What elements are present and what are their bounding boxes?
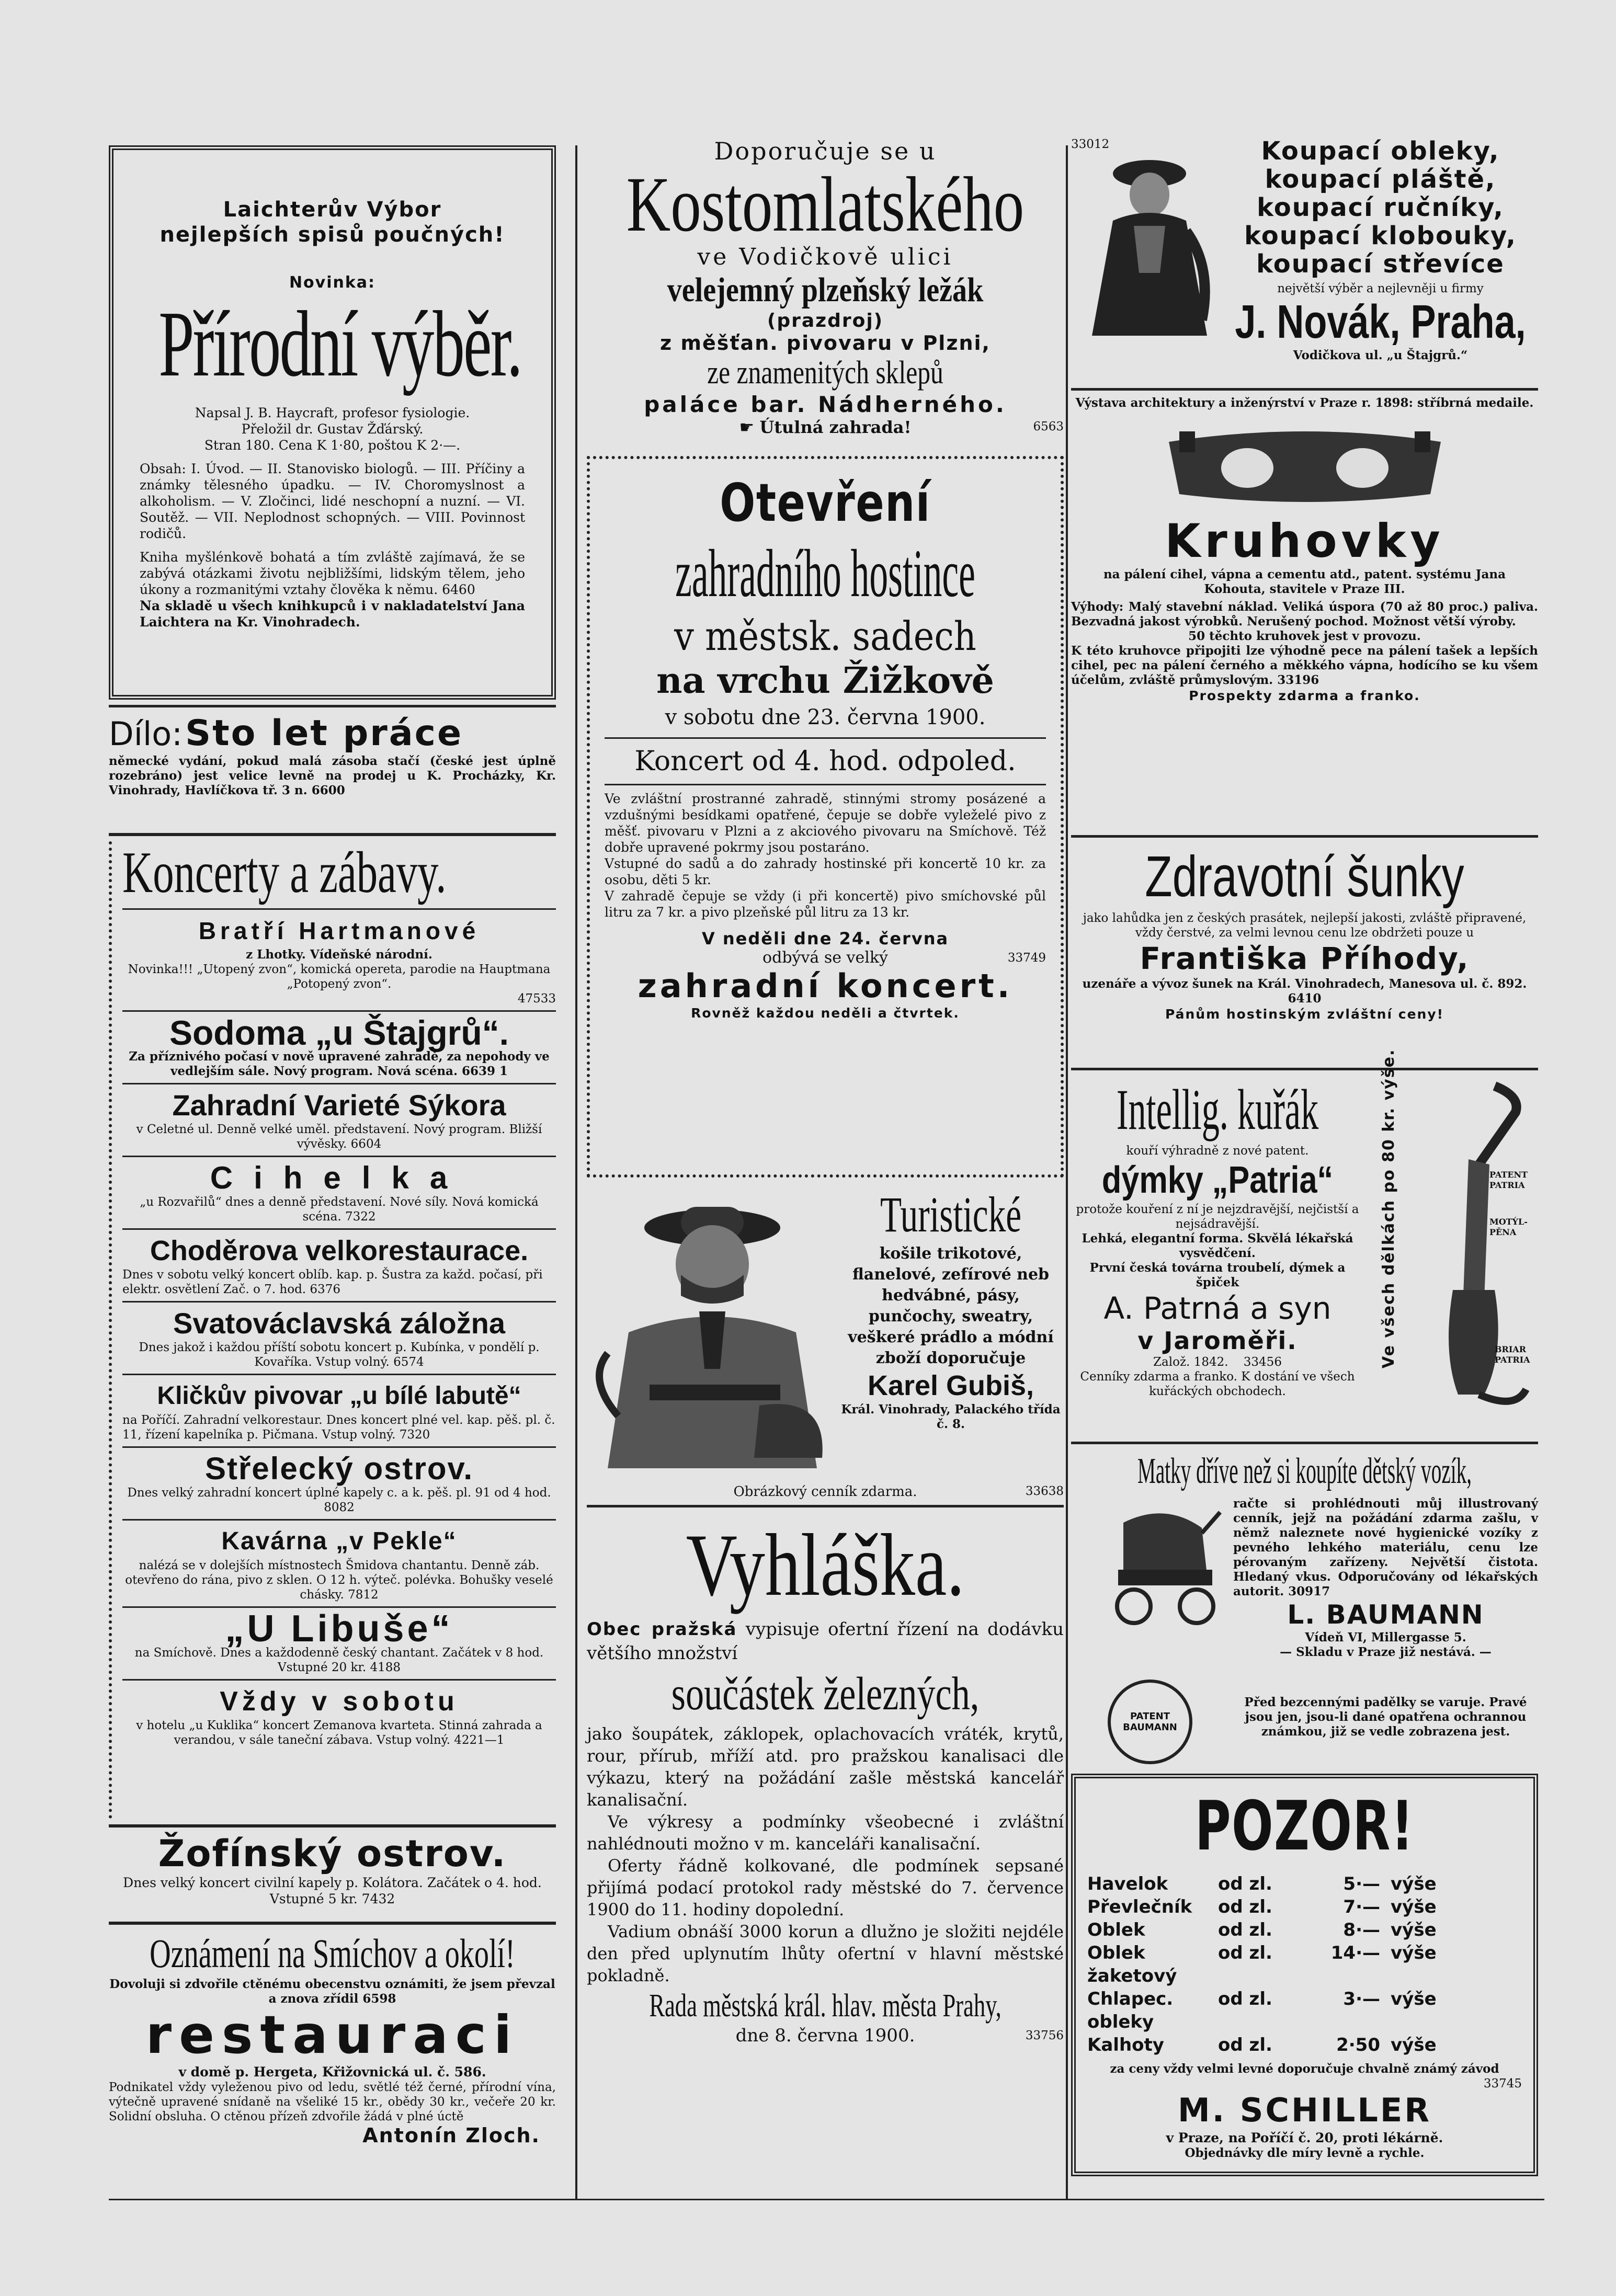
kohout-body2: 50 těchto kruhovek jest v provozu. [1188,629,1421,643]
gubis-body: košile trikotové, flanelové, zefírové neb hedvábné, pásy, punčochy, sweatry, veškeré prádlo a módní zboží doporučuje [848,1244,1054,1367]
kohout-header: Výstava architektury a inženýrství v Praze r. 1898: stříbrná medaile. [1075,396,1534,410]
kohout-body: Výhody: Malý stavební náklad. Veliká úspora (70 až 80 proc.) paliva. Bezvadná jakost výrobků. Nerušený pochod. Možnost větší výroby. [1071,600,1538,629]
schiller-address: v Praze, na Poříčí č. 20, proti lékárně. [1166,2130,1443,2145]
sto-let-prefix: Dílo: [109,715,183,753]
patrna-footer: Cenníky zdarma a franko. K dostání ve všech kuřáckých obchodech. [1080,1370,1355,1398]
koncert-entry-title: Zahradní Varieté Sýkora [172,1089,506,1122]
zizkov-koncert: Koncert od 4. hod. odpoled. [634,746,1016,777]
kostomlat-line5: z měšťan. pivovaru v Plzni, [660,332,991,355]
kohout-footer: Prospekty zdarma a franko. [1189,688,1420,703]
price-value: 2·50 [1336,2035,1380,2055]
koncert-entry-body [122,1267,556,1297]
koncert-entry-title: Cihelka [210,1160,469,1195]
patrna-body3: Lehká, elegantní forma. Skvělá lékařská vysvědčení. [1082,1231,1353,1260]
zizkov-title2: zahradního hostince [675,536,975,611]
divider [122,1301,556,1303]
koncert-entry-ref: 6574 [393,1355,424,1369]
koncert-entry [122,1452,556,1515]
koncert-entry-body-text: „u Rozvařilů“ dnes a denně představení. Nové síly. Nová komická scéna. [140,1195,539,1224]
vyhlaska-p5: Vadium obnáší 3000 korun a dlužno je složiti nejdéle den před uplynutím lhůty ofertní v hlavní městské pokladně. [587,1922,1064,1985]
kostomlat-ad [587,137,1064,451]
novak-ref: 33012 [1071,138,1110,151]
gubis-cennik-row [587,1484,1064,1500]
koncert-entry [122,1234,556,1297]
koncert-entry-title: Bratří Hartmanové [198,917,480,944]
sto-let-title-line [109,713,556,754]
divider [122,1374,556,1375]
koncert-entry-title: Kavárna „v Pekle“ [221,1527,457,1555]
pram-illustration [1108,1502,1223,1627]
koncert-entry [122,1685,556,1747]
sto-let-title: Sto let práce [185,713,463,754]
price-item: Kalhoty [1087,2035,1164,2055]
divider [109,1922,556,1925]
schiller-ref: 33745 [1483,2077,1522,2091]
divider [122,1228,556,1230]
column-1 [109,145,556,2171]
schiller-ad [1071,1774,1538,2176]
zizkov-body3: V zahradě čepuje se vždy (i při koncertě) pivo smíchovské půl litru za 7 kr. a pivo plzeňské půl litru za 13 kr. [605,888,1046,920]
koncert-entry-body-text: Dnes jakož i každou příští sobotu koncert p. Kubínka, v pondělí p. Kovaříka. Vstup volný. [139,1341,540,1369]
sto-let-ref: 6600 [311,783,345,797]
koncert-entry-body-text: Dnes v sobotu velký koncert oblíb. kap. p. Šustra za každ. počasí, při elektr. osvětlení Zač. o 7. hod. [122,1268,543,1296]
laichter-price: Stran 180. Cena K 1·80, poštou K 2·—. [204,438,461,453]
zloch-title: Oznámení na Smíchov a okolí! [150,1931,515,1976]
pipe-label-motyl: MOTÝL-PĚNA [1489,1217,1528,1237]
koncert-entry [122,1161,556,1224]
price-value: 14·— [1330,1943,1380,1963]
price-value: 7·— [1343,1897,1380,1917]
koncert-entry-body-text: na Poříčí. Zahradní velkorestaur. Dnes koncert plné vel. kap. pěš. pl. č. 11, řízení kapelníka p. Pičmana. Vstup volný. [122,1413,555,1442]
price-value: 3·— [1343,1989,1380,2009]
price-item: Převlečník [1087,1897,1192,1917]
koncert-entry-title: Sodoma „u Štajgrů“. [169,1013,509,1052]
koncert-entry-body-text: v Celetné ul. Denně velké uměl. představení. Nový program. Bližší vývěsky. [136,1123,542,1151]
patrna-founded-row [1071,1355,1364,1369]
zloch-ref: 6598 [362,1992,396,2006]
divider [1071,1068,1538,1070]
price-vyse: výše [1391,1989,1437,2009]
koncert-entry-ref: 6639 1 [461,1064,508,1078]
novak-line: koupací klobouky, [1244,221,1517,250]
price-vyse: výše [1391,2035,1437,2055]
price-od: od zl. [1218,1874,1272,1894]
zloch-ad [109,1930,556,2171]
laichter-translator: Přeložil dr. Gustav Žďárský. [241,421,424,437]
vyhlaska-p1 [587,1617,1064,1665]
koncert-entry-body [122,1413,556,1442]
koncert-entry-body [122,1195,556,1224]
vyhlaska-p2: jako šoupátek, záklopek, oplachovacích vráték, krytů, rour, přírub, mříží atd. pro pražskou kanalisaci dle výkazu, který na požádání zašle městská kancelář kanalisační. [587,1724,1064,1810]
sto-let-body [109,754,556,798]
price-row [1087,1941,1522,1987]
divider [122,1519,556,1521]
koncert-entry-body [122,1718,556,1747]
koncert-entry-ref: 47533 [517,992,556,1006]
zizkov-sunday2: odbývá se velký [763,949,888,967]
baumann-sklad: — Skladu v Praze již nestává. — [1280,1645,1492,1659]
sunky-address [1071,977,1538,1006]
laichter-title: Přírodní výběr. [158,292,521,396]
baumann-title: Matky dříve než si koupíte dětský vozík, [1137,1451,1472,1491]
sunky-footer: Pánům hostinským zvláštní ceny! [1165,1007,1444,1022]
koncert-entry-title: Vždy v sobotu [220,1686,459,1717]
kohout-ad [1071,396,1538,830]
price-od: od zl. [1218,1897,1272,1917]
zofin-body-text: Dnes velký koncert civilní kapely p. Kolátora. Začátek o 4. hod. Vstupné 5 kr. [123,1875,542,1906]
price-row [1087,1987,1522,2034]
patrna-founded: Založ. 1842. [1153,1355,1228,1369]
vyhlaska-p1a: Obec pražská [587,1619,737,1640]
gubis-ad [587,1186,1064,1500]
divider [122,1446,556,1448]
patrna-title: Intellig. kuřák [1116,1078,1319,1141]
price-item: Oblek žaketový [1087,1943,1177,1986]
price-od: od zl. [1218,1943,1272,1963]
price-item: Chlapec. obleky [1087,1989,1174,2032]
koncert-entry-body-text: nalézá se v dolejších místnostech Šmidova chantantu. Denně záb. otevřeno do rána, pivo z sklen. O 12 h. výteč. polévka. Bohušky veselé chásky. [125,1559,553,1602]
page-bottom-rule [109,2199,1544,2200]
price-row [1087,1872,1522,1895]
koncert-entry-title: Kličkův pivovar „u bílé labutě“ [157,1382,521,1410]
koncert-entry-ref: 6604 [350,1137,382,1151]
kiln-illustration [1158,421,1451,505]
patrna-body4: První česká továrna troubelí, dýmek a špiček [1089,1261,1346,1289]
baumann-address: Vídeň VI, Millergasse 5. [1305,1630,1466,1644]
baumann-stamp [1108,1680,1192,1764]
novak-address: Vodičkova ul. „u Štajgrů.“ [1293,348,1468,362]
schiller-footer: Objednávky dle míry levně a rychle. [1185,2146,1425,2160]
laichter-body-text: Kniha myšlénkově bohatá a tím zvláště zajímavá, že se zabývá otázkami životu nejbližšími, lidským tělem, jeho úkony a rozmanitými vztahy člověka k němu. [140,550,525,597]
price-row [1087,1895,1522,1918]
koncert-entry-ref: 6376 [310,1283,340,1296]
vyhlaska-p3: Ve výkresy a podmínky všeobecné i zvláštní nahlédnouti možno v m. kanceláři kanalisační. [587,1812,1064,1854]
koncert-entry-ref: 4188 [370,1661,401,1674]
koncert-entry-body [122,1646,556,1675]
sunky-ref: 6410 [1288,991,1322,1006]
koncerty-section [109,841,556,1819]
gubis-illustration [587,1196,833,1468]
zofin-ref: 7432 [361,1891,395,1906]
koncert-entry-sub: z Lhotky. Vídeňské národní. [246,947,433,962]
laichter-footer: Na skladě u všech knihkupců i v nakladatelství Jana Laichtera na Kr. Vinohradech. [140,598,525,630]
laichter-contents: Obsah: I. Úvod. — II. Stanovisko biologů. — III. Příčiny a známky tělesného úpadku. — IV. Choromyslnost a alkoholism. — V. Zločinci, lidé neschopní a nuzní. — VI. Soutěž. — VII. Neplodnost schopných. — VIII. Povinnost rodičů. [140,461,525,541]
zofin-title: Žofínský ostrov. [158,1832,507,1875]
zizkov-body2: Vstupné do sadů a do zahrady hostinské při koncertě 10 kr. za osobu, děti 5 kr. [605,856,1046,887]
novak-line: koupací střevíce [1256,249,1505,279]
divider [1071,835,1538,838]
koncert-entry-body [122,1486,556,1515]
koncert-entry-ref: 7812 [348,1588,379,1602]
patrna-name: A. Patrná a syn [1103,1290,1332,1326]
column-rule-left [575,145,577,2200]
kostomlat-footer [587,417,1064,437]
zloch-body: Podnikatel vždy vyleženou pivo od ledu, světlé též černé, přírodní vína, výtečně upravené snídaně na všeliké 15 kr., obědy 30 kr., večeře 20 kr. Solidní obsluha. O ctěnou přízeň zdvořile žádá v plné úctě [109,2081,556,2123]
koncert-entry-body: Novinka!!! „Utopený zvon“, komická opereta, parodie na Hauptmana „Potopený zvon“. [128,963,551,991]
patrna-body: kouří výhradně z nové patent. [1126,1144,1309,1158]
column-2 [587,137,1064,2140]
novak-line: koupací pláště, [1265,165,1496,194]
zloch-intro [109,1977,556,2006]
laichter-body [140,549,525,598]
koncerty-bracket [109,841,120,1819]
vyhlaska-date-row [587,2025,1064,2046]
zloch-big: restauraci [145,2004,519,2065]
sto-let-ad [109,713,556,828]
zloch-name: Antonín Zloch. [362,2124,540,2147]
price-value: 5·— [1343,1874,1380,1894]
sunky-title: Zdravotní šunky [1145,844,1464,909]
laichter-ad [109,145,556,700]
column-3 [1071,137,1538,2176]
price-od: od zl. [1218,1920,1272,1940]
sto-let-body-text: německé vydání, pokud malá zásoba stačí (české jest úplně rozebráno) jest velice levně na prodej u K. Procházky, Kr. Vinohrady, Havlíčkova tř. 3 n. [109,754,556,797]
divider [122,1083,556,1084]
divider [122,908,556,910]
price-vyse: výše [1391,1897,1437,1917]
novak-sub: největší výběr a nejlevněji u firmy [1277,282,1484,295]
kostomlat-line1: Doporučuje se u [714,137,937,165]
koncert-entry-body [122,1340,556,1369]
gubis-ref: 33638 [1025,1484,1064,1498]
divider [1071,388,1538,391]
price-row [1087,2034,1522,2057]
koncert-entry-body-text: na Smíchově. Dnes a každodenně český chantant. Začátek v 8 hod. Vstupné 20 kr. [134,1646,544,1674]
price-od: od zl. [1218,2035,1272,2055]
koncert-entry-title: Střelecký ostrov. [204,1451,474,1486]
divider [122,1010,556,1012]
laichter-author: Napsal J. B. Haycraft, profesor fysiologie. [195,405,470,420]
vyhlaska-p4: Oferty řádně kolkované, dle podmínek sepsané přijímá podací protokol rady městské do 7. července 1900 do 11. hodiny dopolední. [587,1856,1064,1920]
divider [122,1679,556,1681]
divider [109,833,556,836]
pipe-label-patria: PATRIA [1495,1355,1530,1365]
baumann-warn: Před bezcennými padělky se varuje. Pravé jsou jen, jsou-li dané opatřena ochrannou známkou, již se vedle zobrazena jest. [1244,1695,1527,1739]
schiller-title: POZOR! [1194,1786,1415,1866]
koncert-entry-body-text: Dnes velký zahradní koncert úplné kapely c. a k. pěš. pl. 91 od 4 hod. [127,1486,551,1500]
schiller-price-list [1087,1872,1522,2057]
gubis-address: Král. Vinohrady, Palackého třída č. 8. [841,1402,1061,1431]
pipe-icon [1416,1081,1531,1426]
zizkov-footer: Rovněž každou neděli a čtvrtek. [691,1006,960,1021]
patrna-ref: 33456 [1243,1355,1282,1369]
zizkov-line2: na vrchu Žižkově [656,660,994,702]
sunky-address-text: uzenáře a vývoz šunek na Král. Vinohradech, Manesova ul. č. 892. [1082,977,1527,991]
patrna-side: Ve všech dělkách po 80 kr. výše. [1380,1048,1398,1368]
vyhlaska-title: Vyhláška. [686,1516,965,1614]
kohout-title: Kruhovky [1165,514,1444,568]
zizkov-date: v sobotu dne 23. června 1900. [665,705,986,729]
vyhlaska-ad [587,1513,1064,2140]
gubis-title: Turistické [880,1186,1022,1242]
baumann-stamp-text: PATENT BAUMANN [1123,1711,1177,1733]
baumann-ad [1071,1449,1538,1763]
kostomlat-line2: ve Vodičkově ulici [697,244,953,270]
patrna-body2: protože kouření z ní je nejzdravější, nejčistší a nejsádravější. [1076,1203,1359,1231]
koncert-entry [122,1307,556,1369]
price-od: od zl. [1218,1989,1272,2009]
koncert-entry [122,1608,556,1675]
laichter-ref: 6460 [442,582,475,597]
schiller-name: M. SCHILLER [1177,2091,1432,2129]
price-value: 8·— [1343,1920,1380,1940]
koncert-entry [122,914,556,1006]
kostomlat-title: Kostomlatského [626,161,1025,248]
kiln-icon [1158,421,1451,505]
koncert-entry-title: Choděrova velkorestaurace. [150,1235,529,1266]
kohout-body3 [1071,644,1538,688]
schiller-sub: za ceny vždy velmi levné doporučuje chvalně známý závod [1110,2062,1499,2076]
divider [109,1824,556,1827]
price-row [1087,1918,1522,1941]
novak-ad [1071,137,1538,383]
pipe-illustration [1416,1081,1531,1426]
kohout-body3-text: K této kruhovce připojiti lze výhodně pece na pálení tašek a lepších cihel, pec na pálení černého a měkkého vápna, hodícího se ku všem účelům, zvláště průmyslovým. [1071,644,1538,687]
zizkov-ref: 33749 [1007,951,1046,965]
patrna-text [1071,1076,1364,1399]
koncert-entry [122,1379,556,1442]
vyhlaska-ref: 33756 [1025,2029,1064,2042]
zizkov-sunday: V neděli dne 24. června [701,929,949,949]
novak-name: J. Novák, Praha, [1235,296,1526,348]
gubis-cennik: Obrázkový cenník zdarma. [733,1484,917,1500]
patrna-ad [1071,1048,1538,1436]
koncert-entry-title: „U Libuše“ [225,1608,453,1650]
zofin-ad [109,1833,556,1916]
koncert-entry-ref: 7320 [399,1428,430,1442]
price-vyse: výše [1391,1943,1437,1963]
vyhlaska-sign: Rada městská král. hlav. města Prahy, [649,1988,1002,2024]
sunky-ad [1071,843,1538,1063]
koncert-entry-body [122,1122,556,1151]
zloch-intro-text: Dovoluji si zdvořile ctěnému obecenstvu oznámiti, že jsem převzal a znova zřídil [109,1977,555,2006]
koncert-entry-body-text: Za příznivého počasí v nově upravené zahradě, za nepohody ve vedlejším sále. Nový program. Nová scéna. [129,1049,550,1078]
laichter-novinka: Novinka: [289,273,376,292]
divider [605,737,1046,739]
divider [109,705,556,707]
koncert-entry-ref: 7322 [345,1210,376,1224]
novak-text [1223,137,1538,363]
baumann-body [1233,1497,1538,1599]
kostomlat-line4: (prazdroj) [767,310,884,332]
kostomlat-line7: paláce bar. Nádherného. [644,392,1007,417]
kostomlat-line6: ze znamenitých sklepů [707,355,943,391]
koncert-entry [122,1525,556,1602]
baumann-text [1233,1497,1538,1660]
price-vyse: výše [1391,1920,1437,1940]
tourist-man-illustration [587,1196,833,1468]
divider [122,1156,556,1157]
zizkov-sunday2-row [605,949,1046,967]
koncert-entry-body [122,1049,556,1079]
gubis-text [838,1186,1064,1432]
divider [605,784,1046,785]
zizkov-title1: Otevření [720,472,931,533]
vyhlaska-big: součástek železných, [671,1668,980,1720]
patrna-pipe: dýmky „Patria“ [1101,1159,1334,1201]
price-item: Oblek [1087,1920,1145,1940]
zizkov-ad [587,456,1064,1178]
kohout-sub: na pálení cihel, vápna a cementu atd., patent. systému Jana Kohouta, stavitele v Praze III. [1103,567,1506,596]
price-vyse: výše [1391,1874,1437,1894]
koncerty-title: Koncerty a zábavy. [122,840,447,905]
laichter-heading: Laichterův Výbor nejlepších spisů poučných! [160,198,505,247]
zofin-body [109,1875,556,1907]
kostomlat-ref: 6563 [1033,420,1064,433]
koncert-entry-body-text: v hotelu „u Kuklika“ koncert Zemanova kvarteta. Stinná zahrada a verandou, v sále taneční zábava. Vstup volný. [136,1719,542,1747]
divider [587,1505,1064,1507]
kohout-ref: 33196 [1277,673,1319,687]
koncert-entry-ref: 4221—1 [454,1733,505,1747]
novak-line: Koupací obleky, [1261,136,1500,166]
sunky-name: Františka Příhody, [1140,941,1470,976]
pipe-label-briar: BRIAR [1495,1344,1527,1354]
novak-line: koupací ručníky, [1257,193,1504,222]
koncert-entry-body [122,1558,556,1602]
vyhlaska-p1b: vypisuje ofertní řízení na dodávku většího množství [587,1619,1064,1664]
kostomlat-line3: velejemný plzeňský ležák [667,271,984,309]
pipe-label-patent: PATENT PATRIA [1489,1170,1528,1190]
novak-lines [1223,137,1538,278]
price-item: Havelok [1087,1874,1168,1894]
divider [1071,1442,1538,1444]
baumann-body-text: račte si prohlédnouti můj illustrovaný cenník, jejž na požádání zdarma zašlu, v němž naleznete nové hygienické vozíky z pevného lehkého materiálu, cenu lze pérovaným zařízeny. Největší čistota. Hledaný vkus. Odporučovány od lékařských autorit. [1233,1497,1538,1598]
pointing-hand-icon: ☛ [739,417,755,437]
zizkov-big: zahradní koncert. [638,967,1013,1005]
vyhlaska-date: dne 8. června 1900. [735,2025,915,2046]
baumann-name: L. BAUMANN [1287,1600,1484,1630]
koncert-entry [122,1013,556,1079]
zizkov-line1: v městsk. sadech [674,613,976,659]
patrna-town: v Jaroměři. [1137,1327,1298,1355]
baumann-ref: 30917 [1288,1584,1330,1598]
gubis-name: Karel Gubiš, [867,1370,1034,1401]
koncert-entry [122,1089,556,1151]
sunky-body: jako lahůdka jen z českých prasátek, nejlepší jakosti, zvláště připravené, vždy čerstvé, za velmi levnou cenu lze obdržeti pouze u [1083,911,1527,940]
koncert-entry-ref: 8082 [324,1501,355,1514]
zloch-address: v domě p. Hergeta, Křižovnická ul. č. 586. [178,2064,486,2080]
zizkov-body: Ve zvláštní prostranné zahradě, stinnými stromy posázené a vzdušnými besídkami opatřené, čepuje se dobře vyleželé pivo z měšť. pivovaru v Plzni a z akciového pivovaru na Smíchově. Též dobře upravené pokrmy jsou postaráno. [605,791,1046,855]
koncert-entry-title: Svatováclavská záložna [173,1307,506,1340]
kostomlat-line8: Útulná zahrada! [759,417,912,437]
pram-icon [1108,1502,1223,1627]
